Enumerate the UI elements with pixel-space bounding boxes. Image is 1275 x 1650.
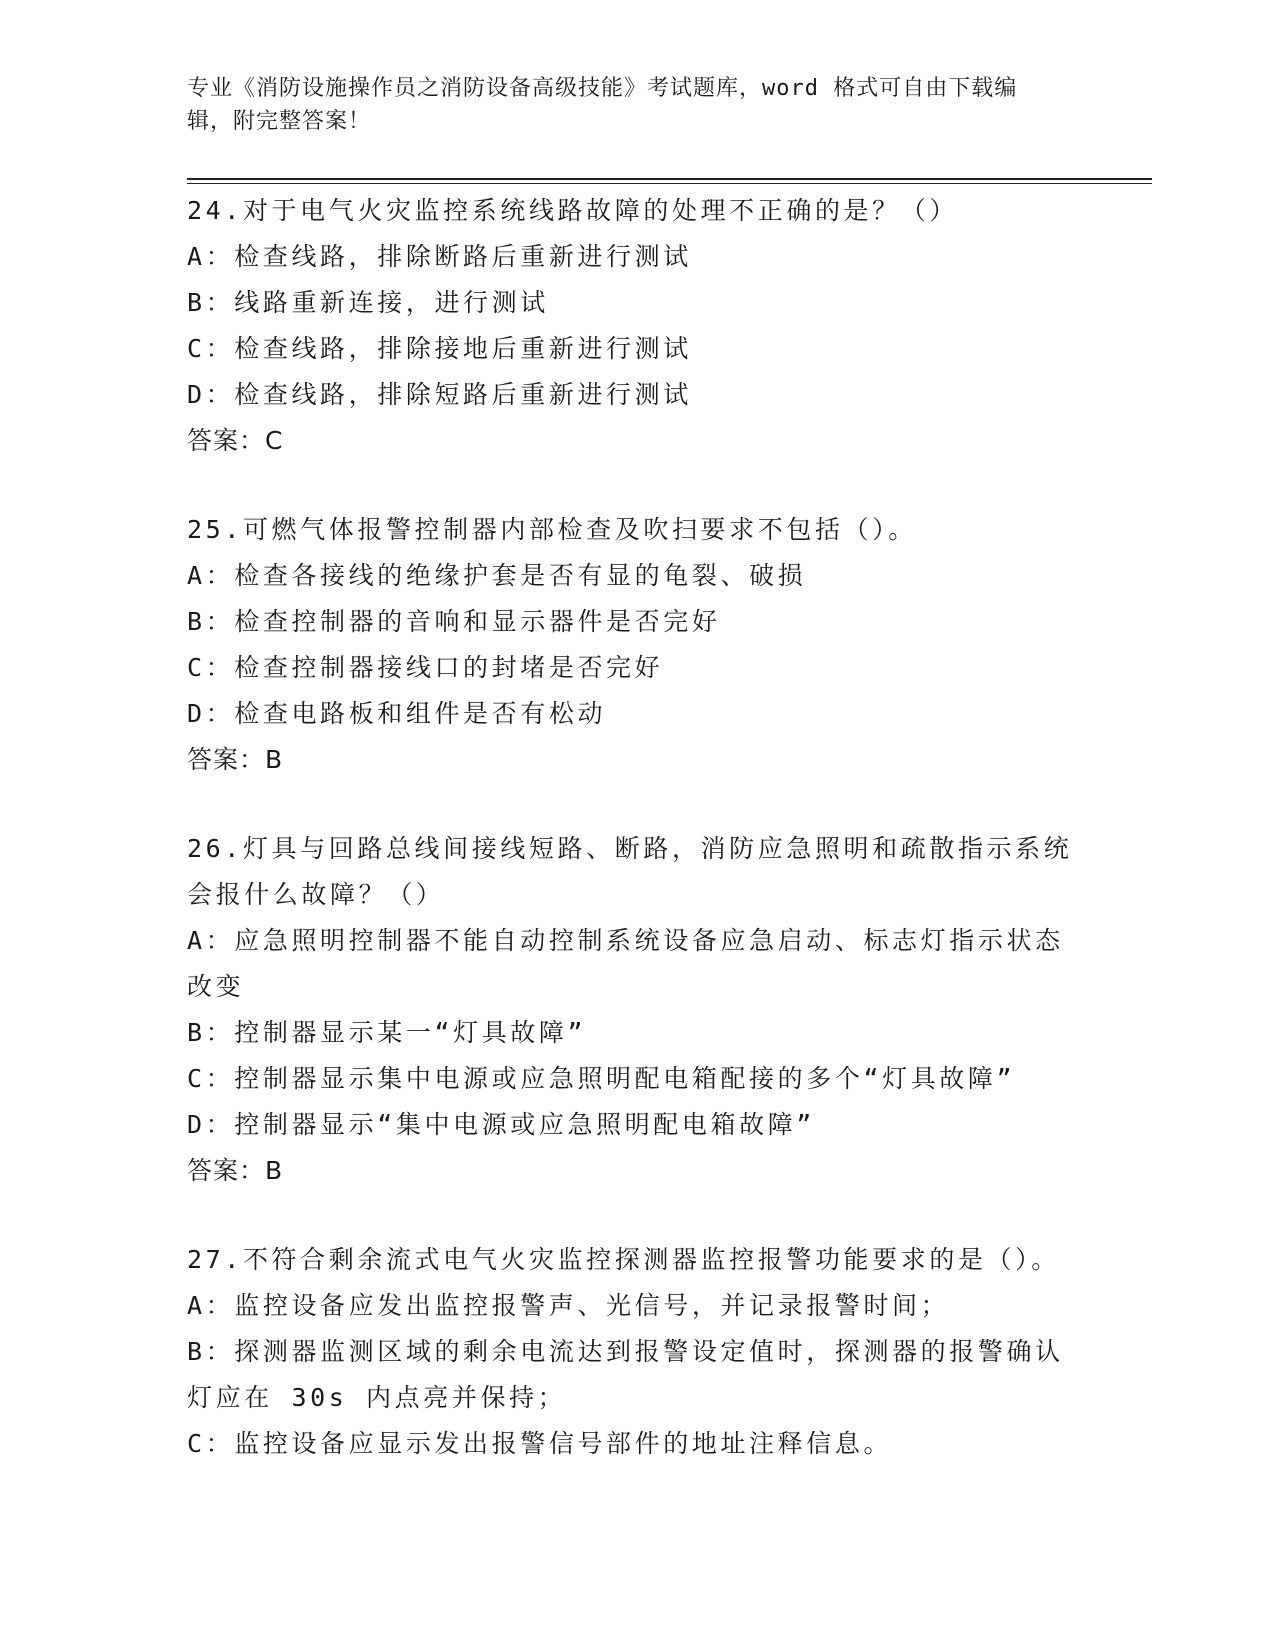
question-stem-cont: 会报什么故障？（） xyxy=(187,880,445,909)
answer: 答案：B xyxy=(187,745,284,774)
option-a: A：监控设备应发出监控报警声、光信号，并记录报警时间； xyxy=(187,1291,950,1320)
header-line-1: 专业《消防设施操作员之消防设备高级技能》考试题库，word 格式可自由下载编 xyxy=(187,76,1018,101)
header-line-2: 辑，附完整答案！ xyxy=(187,109,372,134)
question-27 xyxy=(187,1237,1087,1467)
question-list xyxy=(187,188,1087,1467)
option-d: D：检查线路，排除短路后重新进行测试 xyxy=(187,380,692,409)
question-stem: 27.不符合剩余流式电气火灾监控探测器监控报警功能要求的是（）。 xyxy=(187,1245,1060,1274)
question-25 xyxy=(187,507,1087,783)
option-a: A：应急照明控制器不能自动控制系统设备应急启动、标志灯指示状态 xyxy=(187,926,1064,955)
option-c: C：控制器显示集中电源或应急照明配电箱配接的多个“灯具故障” xyxy=(187,1064,1016,1093)
question-26 xyxy=(187,826,1087,1194)
option-a: A：检查各接线的绝缘护套是否有显的龟裂、破损 xyxy=(187,561,807,590)
question-stem: 26.灯具与回路总线间接线短路、断路，消防应急照明和疏散指示系统 xyxy=(187,834,1073,863)
answer: 答案：C xyxy=(187,426,284,455)
option-b: B：线路重新连接，进行测试 xyxy=(187,288,549,317)
option-d: D：控制器显示“集中电源或应急照明配电箱故障” xyxy=(187,1110,815,1139)
option-d: D：检查电路板和组件是否有松动 xyxy=(187,699,607,728)
header-divider-thick xyxy=(187,178,1152,180)
option-c: C：监控设备应显示发出报警信号部件的地址注释信息。 xyxy=(187,1429,893,1458)
option-b: B：控制器显示某一“灯具故障” xyxy=(187,1018,587,1047)
header-divider-thin xyxy=(187,183,1152,184)
answer: 答案：B xyxy=(187,1156,284,1185)
document-header xyxy=(187,72,1077,138)
option-b: B：检查控制器的音响和显示器件是否完好 xyxy=(187,607,721,636)
option-a-cont: 改变 xyxy=(187,972,245,1001)
question-24 xyxy=(187,188,1087,464)
option-a: A：检查线路，排除断路后重新进行测试 xyxy=(187,242,692,271)
question-stem: 25.可燃气体报警控制器内部检查及吹扫要求不包括（）。 xyxy=(187,515,917,544)
option-c: C：检查控制器接线口的封堵是否完好 xyxy=(187,653,664,682)
question-stem: 24.对于电气火灾监控系统线路故障的处理不正确的是？（） xyxy=(187,196,958,225)
option-c: C：检查线路，排除接地后重新进行测试 xyxy=(187,334,692,363)
option-b-cont: 灯应在 30s 内点亮并保持； xyxy=(187,1383,567,1412)
option-b: B：探测器监测区域的剩余电流达到报警设定值时，探测器的报警确认 xyxy=(187,1337,1064,1366)
